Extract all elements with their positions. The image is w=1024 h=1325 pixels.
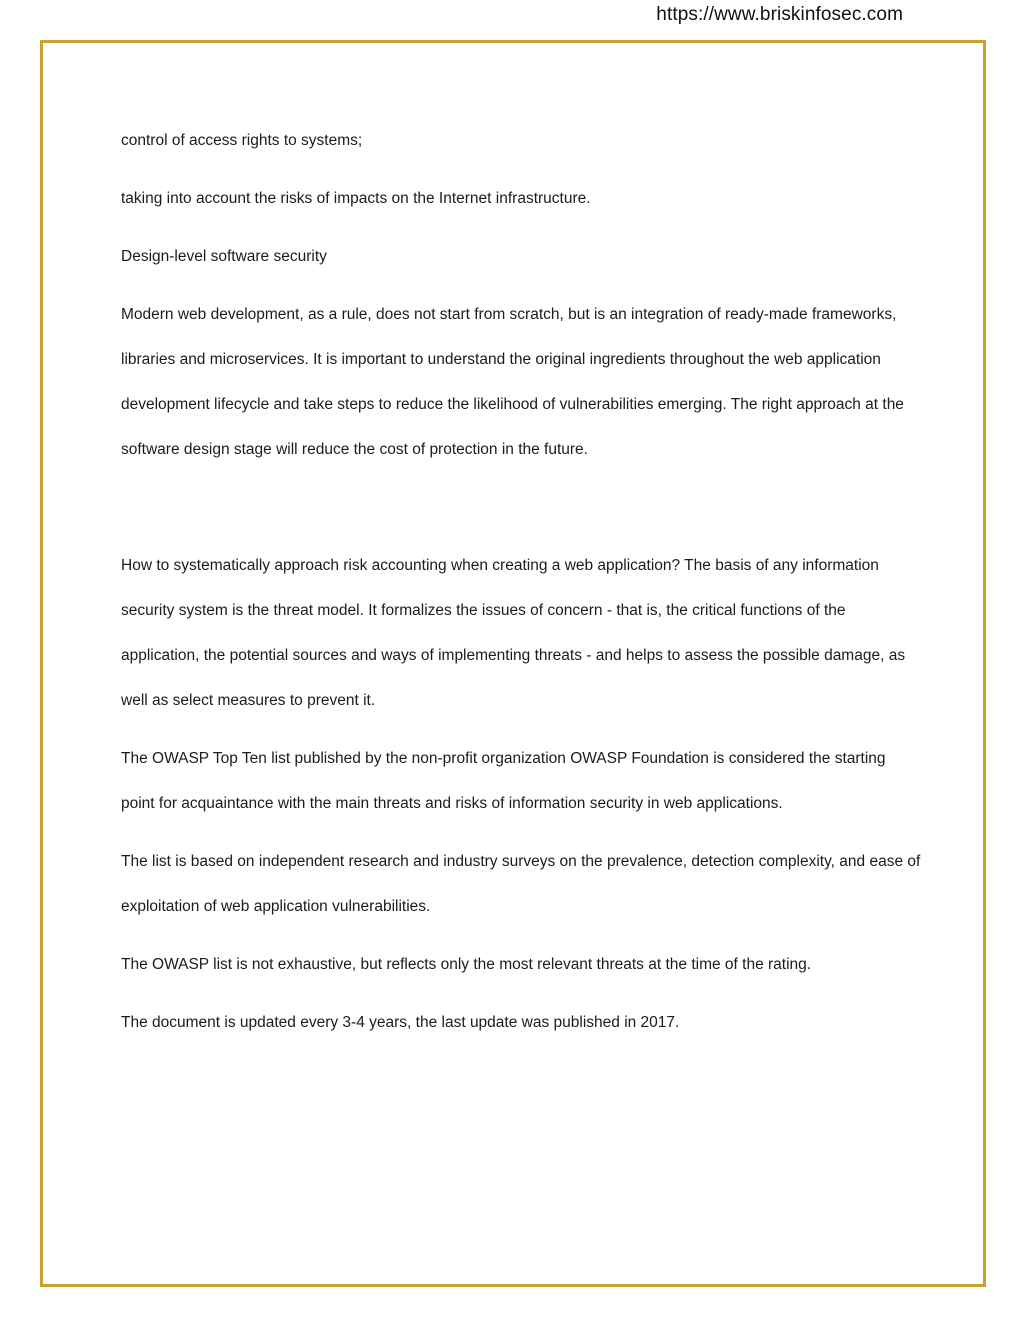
section-heading-design-security: Design-level software security: [121, 248, 327, 265]
paragraph-access-rights: control of access rights to systems;: [121, 132, 363, 149]
paragraph-owasp-not-exhaustive: The OWASP list is not exhaustive, but reflects only the most relevant threats at the time of the rating.: [121, 956, 812, 973]
paragraph-update-frequency: The document is updated every 3-4 years, the last update was published in 2017.: [121, 1014, 680, 1031]
header-url-link[interactable]: https://www.briskinfosec.com: [656, 4, 903, 25]
document-body: [121, 118, 921, 1058]
paragraph-threat-model: How to systematically approach risk accounting when creating a web application? The basis of any information security system is the threat model. It formalizes the issues of concern - that is, the critical functions of the application, the potential sources and ways of implementing threats - and helps to assess the possible damage, as well as select measures to prevent it.: [121, 557, 906, 709]
paragraph-internet-risks: taking into account the risks of impacts on the Internet infrastructure.: [121, 190, 591, 207]
paragraph-modern-web-development: Modern web development, as a rule, does not start from scratch, but is an integration of ready-made frameworks, libraries and microservices. It is important to understand the original ingredients throughout the web application development lifecycle and take steps to reduce the likelihood of vulnerabilities emerging. The right approach at the software design stage will reduce the cost of protection in the future.: [121, 306, 904, 458]
paragraph-list-basis: The list is based on independent research and industry surveys on the prevalence, detection complexity, and ease of exploitation of web application vulnerabilities.: [121, 853, 921, 915]
paragraph-owasp-top-ten: The OWASP Top Ten list published by the non-profit organization OWASP Foundation is considered the starting point for acquaintance with the main threats and risks of information security in web applications.: [121, 750, 886, 812]
